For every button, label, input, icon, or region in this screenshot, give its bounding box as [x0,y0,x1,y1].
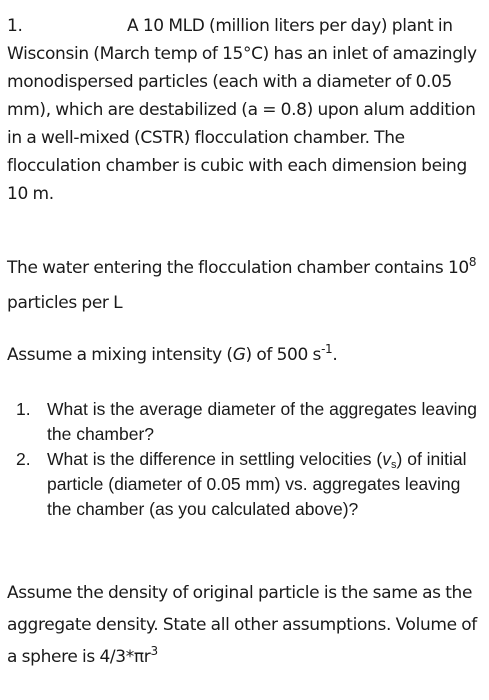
question-list [16,397,485,522]
mixing-text-post: . [332,345,338,365]
assumptions-exponent: 3 [150,644,158,658]
intro-text: plant in Wisconsin (March temp of 15°C) has an inlet of amazingly monodispersed particles (each with a diameter of 0.05 mm), which are destabilized (a = 0.8) upon alum addition in a well-mixed (CSTR) flocculation chamber. The flocculation chamber is cubic with each dimension being 10 m. [7,16,477,204]
question-number: 1. [16,399,31,419]
mixing-exponent: -1 [321,342,333,356]
assumptions-text: Assume the density of original particle is the same as the aggregate density. State all other assumptions. Volume of a sphere is 4/3*πr [7,583,477,667]
problem-number: 1. [7,16,23,36]
question-item [16,397,485,447]
particles-exponent: 8 [468,255,477,269]
mixing-text-pre: Assume a mixing intensity ( [7,345,233,365]
question-text-pre: What is the difference in settling velocities ( [47,449,383,469]
problem-intro [7,12,485,208]
question-item [16,447,485,522]
mixing-intensity-paragraph [7,341,485,369]
question-number: 2. [16,449,31,469]
particles-unit: particles per L [7,293,123,313]
particles-text: The water entering the flocculation chamber contains 10 [7,258,469,278]
question-text: What is the average diameter of the aggregates leaving the chamber? [47,399,477,444]
assumptions-paragraph [7,577,485,673]
mixing-text-mid: ) of 500 s [245,345,322,365]
question-text-post: ) of initial particle (diameter of 0.05 mm) vs. aggregates leaving the chamber (as you calculated above)? [47,449,467,519]
particle-count-paragraph [7,251,485,321]
velocity-symbol: v [382,449,392,469]
mixing-symbol: G [232,345,246,365]
velocity-subscript: s [391,459,397,471]
intro-first-line: A 10 MLD (million liters per day) [127,16,388,36]
